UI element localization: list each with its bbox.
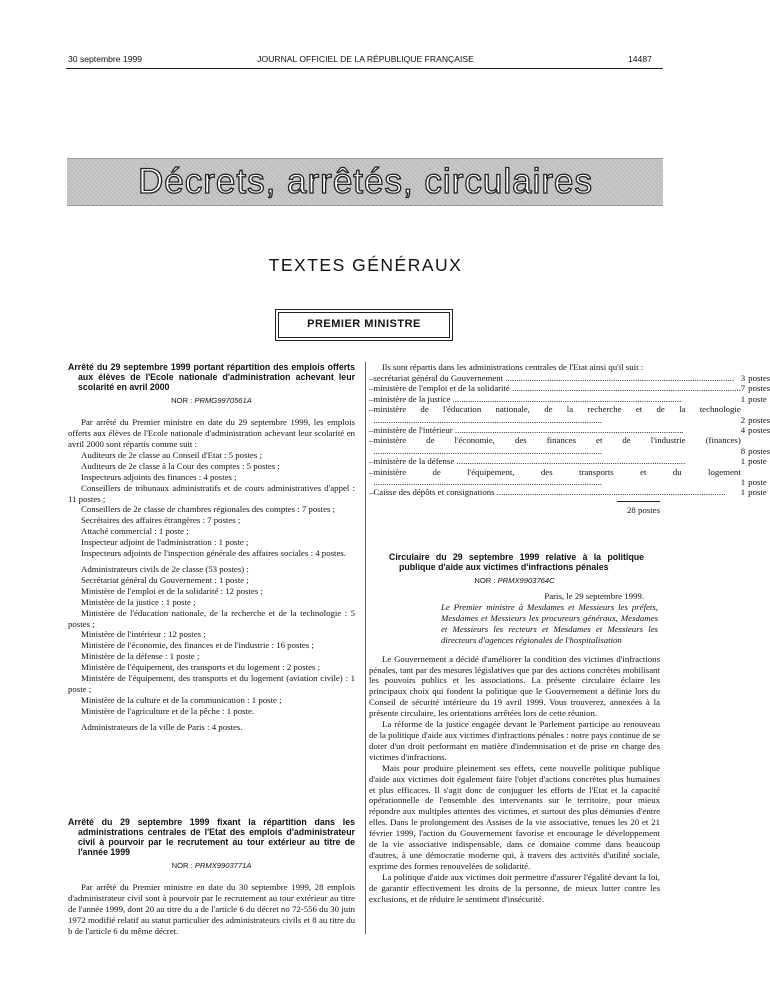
list-item: Inspecteur adjoint de l'administration : 1 poste ; [81,537,249,548]
list-item: Auditeurs de 2e classe au Conseil d'Etat : 5 postes ; [81,449,262,460]
paragraph: La réforme de la justice engagée devant le Parlement participe au renouveau de la politique d'aide aux victimes d'infractions pénales : notre pays continue de se doter d'un droit performant en matière d'indemnisation et de prise en charge des victimes d'infractions. [369,719,660,762]
column-divider [365,362,366,934]
list-item: Ministère de la culture et de la communication : 1 poste ; [81,694,282,705]
distribution-count: 2 [740,414,746,425]
dash: – [369,456,374,467]
arrete2-nor [68,861,355,872]
list-item: Conseillers de 2e classe de chambres régionales des comptes : 7 postes ; [81,504,336,515]
distribution-label: Caisse des dépôts et consignations ..... [373,487,740,497]
distribution-row [369,456,770,466]
distribution-count: 8 [740,445,746,456]
list-item: Secrétariat général du Gouvernement : 1 poste ; [81,574,249,585]
dash: – [369,487,374,498]
banner-title: Décrets, arrêtés, circulaires [138,162,593,201]
distribution-unit: poste [748,476,767,487]
dash: – [369,372,374,383]
distribution-total: 28 postes [627,504,660,515]
distribution-count: 3 [740,372,746,383]
dash: – [369,424,374,435]
arrete2-title: Arrêté du 29 septembre 1999 fixant la répartition dans les administrations centrales de l'Etat des emplois d'administrateur civil à pourvoir par le recrutement au tour extérieur au titre de l'année 1999 [68,817,355,858]
list-item: Attaché commercial : 1 poste ; [81,526,189,537]
dash: – [369,383,374,394]
distribution-unit: postes [748,383,770,394]
list-item: Ministère de la justice : 1 poste ; [81,596,196,607]
distribution-row [369,383,770,393]
distribution-label: ministère de l'emploi et de la solidarité ..... [373,383,740,393]
section-title: TEXTES GÉNÉRAUX [268,255,463,275]
list-item: Conseillers de tribunaux administratifs et de cours administratives d'appel : 11 postes ; [68,482,355,504]
list-item: Ministère de l'économie, des finances et de l'industrie : 16 postes ; [81,640,314,651]
distribution-label: ministère de la justice ..... [373,394,740,404]
total-rule [617,501,660,502]
distribution-count: 4 [740,424,746,435]
list-item: Administrateurs civils de 2e classe (53 postes) : [81,563,249,574]
paragraph: La politique d'aide aux victimes doit permettre d'assurer l'égalité devant la loi, de garantir effectivement les droits de la personne, de mieux lutter contre les exclusions, et de réduire le sentiment d'insécurité. [369,871,660,904]
nor-label: NOR : [171,396,193,406]
place-date: Paris, le 29 septembre 1999. [544,591,644,602]
addressee: Le Premier ministre à Mesdames et Messieurs les préfets, Mesdames et Messieurs les procureurs généraux, Mesdames et Messieurs les recteurs et Mesdames et Messieurs les directeurs d'agences régionales de l'hospitalisation [441,602,658,645]
nor-label: NOR : [171,861,193,871]
ministry-label: PREMIER MINISTRE [307,318,421,330]
distribution-label: secrétariat général du Gouvernement ..... [373,373,740,383]
list-item: Ministère de l'éducation nationale, de la recherche et de la technologie : 5 postes ; [68,607,355,629]
distribution-row [369,394,770,404]
distribution-count: 1 [740,393,746,404]
list-item: Secrétaires des affaires étrangères : 7 postes ; [81,515,241,526]
list-item: Ministère de l'emploi et de la solidarité : 12 postes ; [81,585,263,596]
distribution-unit: postes [748,414,770,425]
arrete1-intro: Par arrêté du Premier ministre en date du 29 septembre 1999, les emplois offerts aux élèves de l'Ecole nationale d'administration achevant leur scolarité en avril 2000 sont répartis comme suit : [68,417,355,449]
circulaire [369,552,660,904]
distribution-label: ministère de l'économie, des finances et de l'industrie (finances) ..... [373,435,740,456]
list-item: Ministère de l'équipement, des transports et du logement : 2 postes ; [81,662,321,673]
list-item: Ministère de la défense : 1 poste ; [81,651,200,662]
distribution-unit: poste [748,393,767,404]
right-column [369,362,770,516]
arrete1-closing: Administrateurs de la ville de Paris : 4 postes. [81,721,243,732]
nor-code: PRMX9903771A [194,861,252,871]
paragraph: Le Gouvernement a décidé d'améliorer la condition des victimes d'infractions pénales, tant par des mesures législatives que par des actions concrètes mobilisant les pouvoirs publics et les associations. La présente circulaire éclaire les principaux choix qui fondent la politique que le Gouvernement a définie lors du Conseil de sécurité intérieure du 19 avril 1999. Vous trouverez, annexées à la présente circulaire, les orientations arrêtées lors de cette réunion. [369,653,660,719]
distribution-row [369,404,770,425]
distribution-unit: poste [748,456,767,467]
list-item: Ministère de l'équipement, des transports et du logement (aviation civile) : 1 poste ; [68,673,355,694]
distribution-unit: postes [748,445,770,456]
paragraph: Mais pour produire pleinement ses effets, cette nouvelle politique publique d'aide aux victimes doit également faire l'objet d'actions concrètes plus humaines et plus efficaces. Il s'agit donc de conjuguer les efforts de l'Etat et la capacité opérationnelle de l'ensemble des intervenants sur le territoire, pour mieux répondre aux multiples attentes des victimes, et surtout des plus démunies d'entre elles. Dans le prolongement des Assises de la vie associative, tenues les 20 et 21 février 1999, l'action du Gouvernement favorise et encourage le développement de la vie associative indispensable, dans ce domaine comme dans beaucoup d'autres, à une démocratie moderne qui, à travers des activités d'utilité sociale, exprime des formes renouvelées de solidarité. [369,762,660,871]
distribution-unit: postes [748,372,770,383]
dash: – [369,466,374,477]
nor-label: NOR : [474,576,496,586]
left-column [68,362,355,733]
circulaire-nor [369,576,660,587]
distribution-count: 1 [740,456,746,467]
page-number: 14487 [628,54,652,64]
distribution-row [369,373,770,383]
list-item: Auditeurs de 2e classe à la Cour des comptes : 5 postes ; [81,460,280,471]
distribution-intro: Ils sont répartis dans les administrations centrales de l'Etat ainsi qu'il suit : [382,362,644,372]
arrete1-nor [68,396,355,407]
distribution-row [369,425,770,435]
list-item: Inspecteurs adjoints des finances : 4 postes ; [81,471,237,482]
nor-code: PRMG9970561A [194,396,252,406]
arrete1-title: Arrêté du 29 septembre 1999 portant répartition des emplois offerts aux élèves de l'Ecole nationale d'administration achevant leur scolarité en avril 2000 [68,362,355,393]
arrete2-body: Par arrêté du Premier ministre en date du 30 septembre 1999, 28 emplois d'administrateur civil sont à pourvoir par le recrutement au tour extérieur au titre de l'année 1999, dont 20 au titre du a de l'article 6 du décret no 72-556 du 30 juin 1972 modifié relatif au statut particulier des administrateurs civils et 8 au titre du b de l'article 6 du même décret. [68,882,355,936]
distribution-unit: poste [748,487,767,498]
distribution-row [369,435,770,456]
header-rule [66,68,663,69]
distribution-count: 7 [740,383,746,394]
distribution-unit: postes [748,424,770,435]
list-item: Inspecteurs adjoints de l'inspection générale des affaires sociales : 4 postes. [81,548,347,559]
distribution-label: ministère de l'équipement, des transports et du logement ..... [373,467,740,488]
distribution-list [369,373,770,498]
header-date: 30 septembre 1999 [68,54,143,64]
distribution-count: 1 [740,476,746,487]
left-column-arrete2 [68,817,355,937]
list-item: Ministère de l'agriculture et de la pêche : 1 poste. [81,705,255,716]
nor-code: PRMX9903764C [497,576,555,586]
distribution-label: ministère de l'intérieur ..... [373,425,740,435]
distribution-label: ministère de l'éducation nationale, de la recherche et de la technologie ..... [373,404,740,425]
distribution-row [369,487,770,497]
dash: – [369,435,374,446]
dash: – [369,393,374,404]
dash: – [369,404,374,415]
distribution-row [369,467,770,488]
journal-title: JOURNAL OFFICIEL DE LA RÉPUBLIQUE FRANÇAISE [257,54,474,64]
distribution-label: ministère de la défense ..... [373,456,740,466]
circulaire-title: Circulaire du 29 septembre 1999 relative à la politique publique d'aide aux victimes d'infractions pénales [389,552,644,573]
distribution-count: 1 [740,487,746,498]
list-item: Ministère de l'intérieur : 12 postes ; [81,629,206,640]
